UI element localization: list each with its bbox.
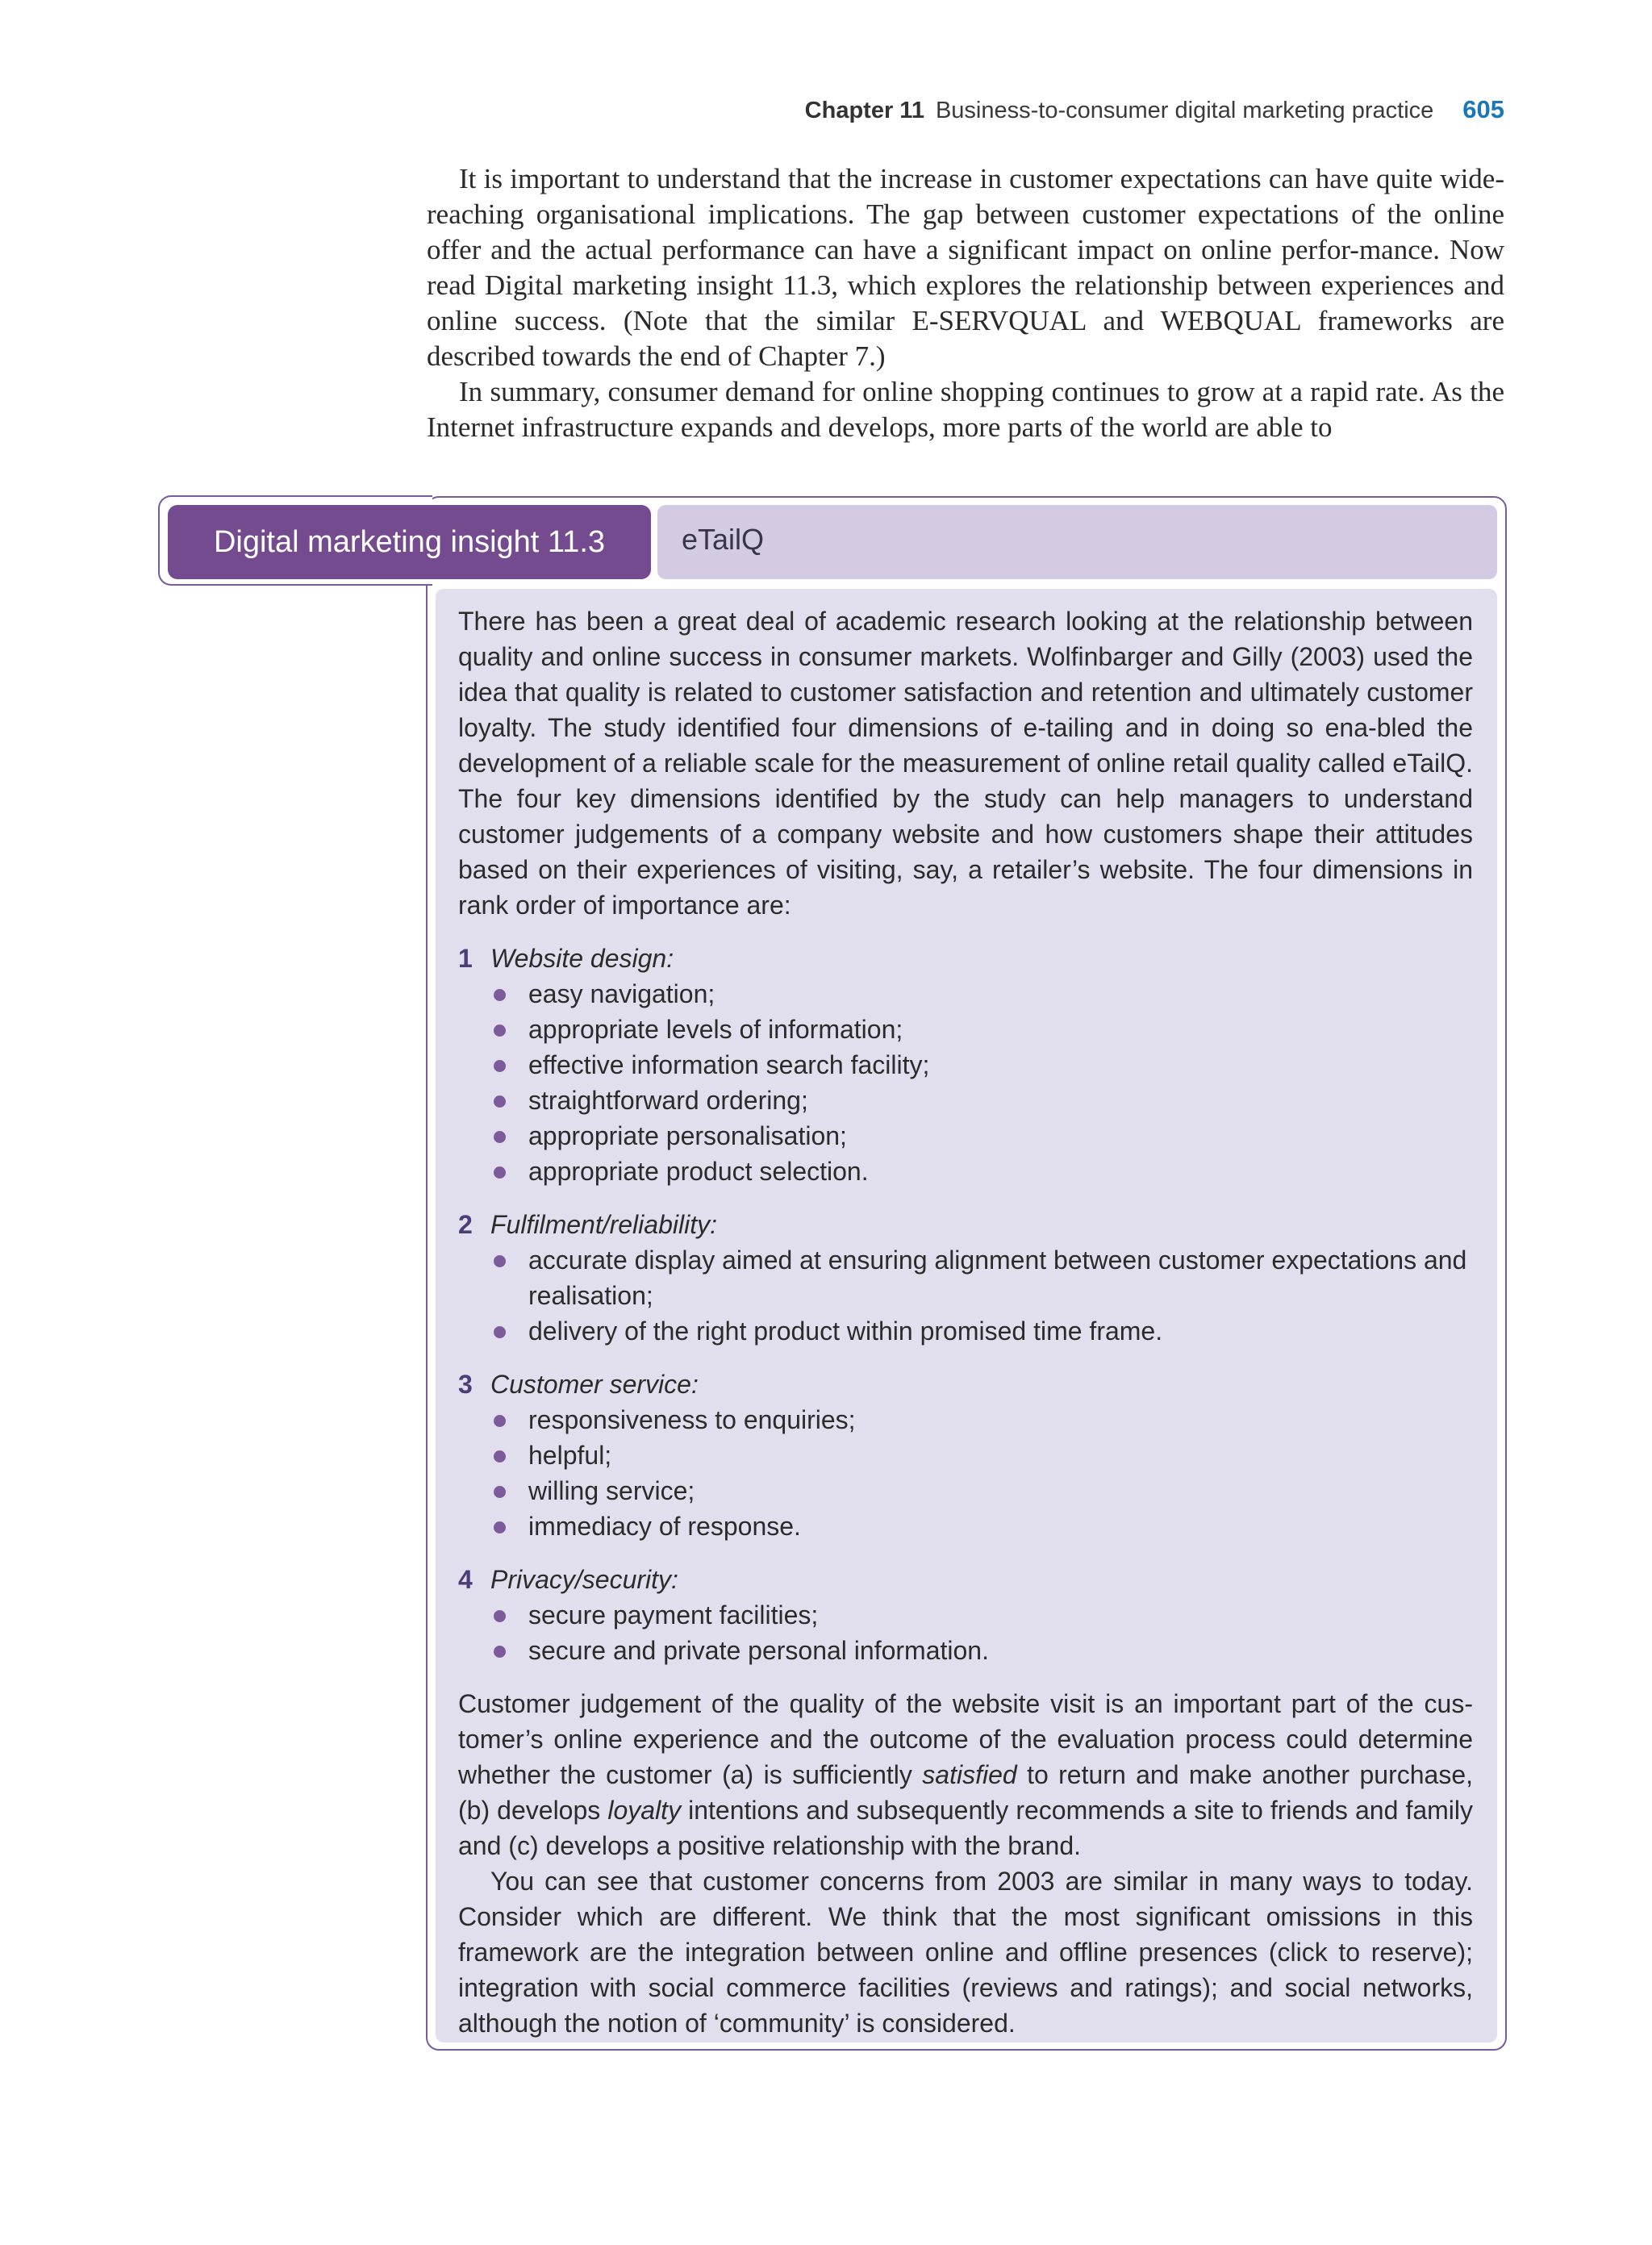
bullet-icon [494,1326,506,1338]
bullet-item [490,1313,1473,1349]
bullet-text: delivery of the right product within promised time frame. [528,1317,1163,1346]
dimension-title: Fulfilment/reliability: [490,1210,717,1239]
bullet-icon [494,1131,506,1143]
insight-title: eTailQ [657,505,1497,579]
bullet-icon [494,1450,506,1463]
bullet-icon [494,1521,506,1534]
conclusion-text: Customer judgement of the quality of the website visit is an important part of the cus-tomer’s online experience and the outcome of the evaluation process could determine whether the customer (a) is sufficiently [458,1689,1473,1789]
running-header [805,95,1504,124]
bullet-text: responsiveness to enquiries; [528,1405,856,1434]
bullet-text: straightforward ordering; [528,1086,808,1115]
bullet-item [490,1438,1473,1473]
bullet-item [490,1473,1473,1508]
insight-content [436,589,1497,2043]
dimension-item [458,1207,1473,1349]
bullet-text: easy navigation; [528,979,715,1008]
bullet-list [458,976,1473,1189]
bullet-icon [494,1060,506,1072]
dimension-number: 1 [458,944,473,973]
bullet-text: secure and private personal information. [528,1636,989,1665]
dimension-title: Privacy/security: [490,1565,678,1594]
bullet-text: immediacy of response. [528,1512,801,1541]
bullet-icon [494,1166,506,1179]
bullet-icon [494,1415,506,1427]
dimension-list [458,941,1473,1668]
bullet-icon [494,1486,506,1498]
bullet-text: willing service; [528,1476,695,1505]
insight-conclusion [458,1686,1473,1863]
dimension-number: 4 [458,1565,473,1594]
conclusion-text: to return and make another purchase, (b) develops [458,1760,1474,1825]
bullet-icon [494,989,506,1001]
bullet-item [490,1242,1473,1313]
chapter-label: Chapter 11 [804,98,924,123]
insight-closing: You can see that customer concerns from 2003 are similar in many ways to today. Consider which are different. We think that the most significant omissions in this framework are the integration between online and offline presences (click to reserve); integration with social commerce facilities (reviews and ratings); and social networks, although the notion of ‘community’ is considered. [458,1867,1473,2038]
bullet-icon [494,1095,506,1108]
bullet-icon [494,1646,506,1658]
bullet-list [458,1242,1473,1349]
bullet-text: accurate display aimed at ensuring alignment between customer expectations and realisation; [528,1246,1467,1310]
conclusion-text: intentions and subsequently recommends a site to friends and family and (c) develops a positive relationship with the brand. [458,1796,1474,1860]
bullet-text: appropriate personalisation; [528,1121,847,1150]
bullet-text: appropriate product selection. [528,1157,869,1186]
bullet-text: secure payment facilities; [528,1600,819,1630]
insight-intro: There has been a great deal of academic research looking at the relationship between quality and online success in consumer markets. Wolfinbarger and Gilly (2003) used the idea that quality is related to customer satisfaction and retention and ultimately customer loyalty. The study identified four dimensions of e-tailing and in doing so ena-bled the development of a reliable scale for the measurement of online retail quality called eTailQ. The four key dimensions identified by the study can help managers to understand customer judgements of a company website and how customers shape their attitudes based on their experiences of visiting, say, a retailer’s website. The four dimensions in rank order of importance are: [458,607,1473,920]
bullet-item [490,1597,1473,1633]
page-number: 605 [1462,95,1504,123]
bullet-item [490,1508,1473,1544]
bullet-text: helpful; [528,1441,612,1470]
bullet-icon [494,1024,506,1037]
bullet-item [490,1633,1473,1668]
body-paragraph: In summary, consumer demand for online shopping continues to grow at a rapid rate. As the Internet infrastructure expands and develops, more parts of the world are able to [427,376,1504,443]
dimension-number: 2 [458,1210,473,1239]
bullet-icon [494,1255,506,1267]
dimension-item [458,1367,1473,1544]
dimension-title: Website design: [490,944,674,973]
bullet-item [490,976,1473,1012]
chapter-title: Business-to-consumer digital marketing practice [935,98,1434,123]
emphasis-satisfied: satisfied [922,1760,1017,1789]
bullet-item [490,1154,1473,1189]
dimension-title: Customer service: [490,1370,699,1399]
bullet-item [490,1118,1473,1154]
bullet-item [490,1047,1473,1083]
dimension-number: 3 [458,1370,473,1399]
bullet-icon [494,1610,506,1622]
bullet-list [458,1402,1473,1544]
body-text [427,161,1504,445]
bullet-text: effective information search facility; [528,1050,930,1079]
emphasis-loyalty: loyalty [607,1796,682,1825]
body-paragraph: It is important to understand that the increase in customer expectations can have quite wide-reaching organisational implications. The gap between customer expectations of the online offer and the actual performance can have a significant impact on online perfor-mance. Now read Digital marketing insight 11.3, which explores the relationship between experiences and online success. (Note that the similar E-SERVQUAL and WEBQUAL frameworks are described towards the end of Chapter 7.) [427,163,1504,372]
bullet-item [490,1012,1473,1047]
bullet-item [490,1402,1473,1438]
dimension-item [458,1562,1473,1668]
insight-label: Digital marketing insight 11.3 [168,505,651,579]
bullet-item [490,1083,1473,1118]
bullet-text: appropriate levels of information; [528,1015,903,1044]
dimension-item [458,941,1473,1189]
bullet-list [458,1597,1473,1668]
